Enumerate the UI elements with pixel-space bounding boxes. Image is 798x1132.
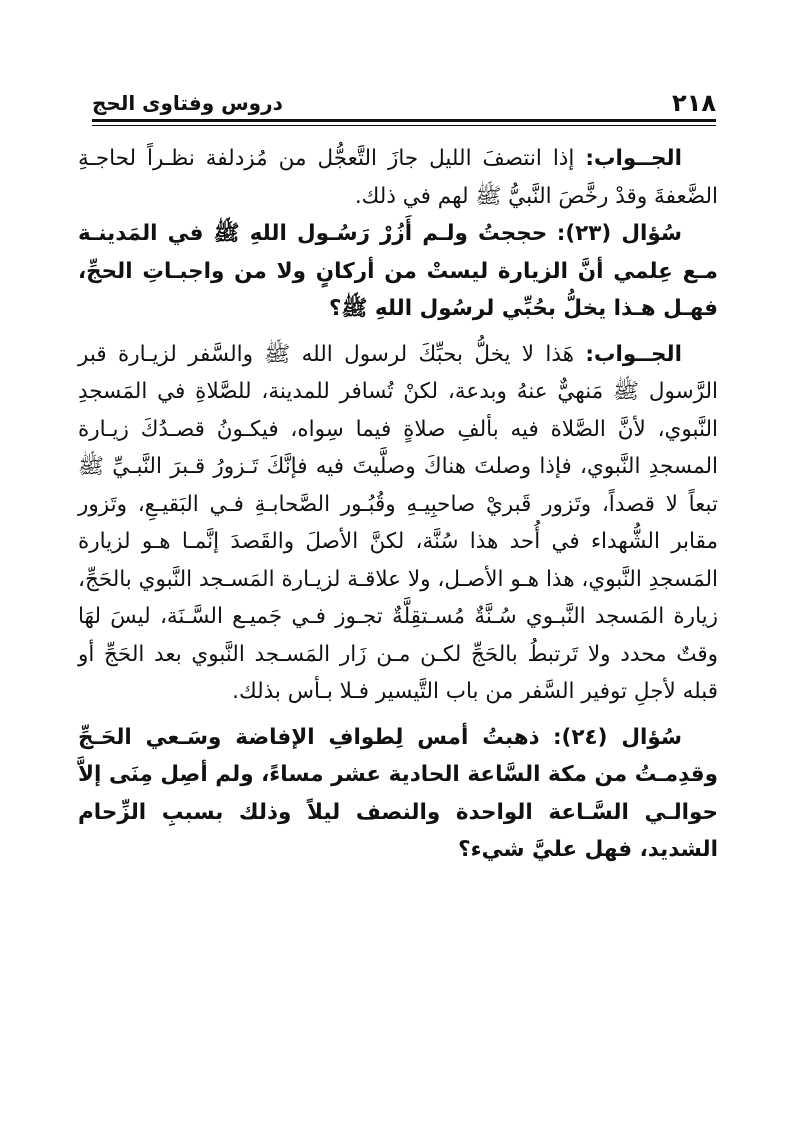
answer-label: الجــواب: <box>585 146 682 171</box>
answer-text: إذا انتصفَ الليل جازَ التَّعجُّل من مُزدلفة نظـراً لحاجـةِ الضَّعفةَ وقدْ رخَّصَ النَّبيُّ ﷺ لهم في ذلك. <box>78 146 718 209</box>
question-label: سُؤال (٢٣): <box>556 221 682 246</box>
running-title: دروس وفتاوى الحج <box>92 91 283 115</box>
header-rule-thin <box>92 125 716 126</box>
question-label: سُؤال (٢٤): <box>552 724 683 750</box>
page-header <box>92 88 716 118</box>
answer-label: الجــواب: <box>585 341 682 367</box>
page-body <box>78 140 718 869</box>
question-paragraph <box>78 215 718 328</box>
answer-paragraph <box>78 140 718 215</box>
page-number: ٢١٨ <box>672 89 716 117</box>
answer-paragraph <box>78 336 718 711</box>
question-text: ذهبتُ أمس لِطوافِ الإفاضة وسَـعي الحَـجِّ وقدِمـتُ من مكة السَّاعة الحادية عشر مساءً، ولم أصِل مِنَى إلاَّ حوالـي السَّـاعة الواحدة والنصف ليلاً وذلك بسببِ الزِّحام الشديد، فهل عليَّ شيء؟ <box>78 724 718 862</box>
question-paragraph <box>78 719 718 869</box>
question-text: حججتُ ولـم أَزُرْ رَسُـول اللهِ ﷺ في المَدينـة مـع عِلمي أنَّ الزيارة ليستْ من أركانٍ ولا من واجبـاتِ الحجِّ، فهـل هـذا يخلُّ بحُبِّي لرسُول اللهِ ﷺ؟ <box>78 221 718 321</box>
header-rule <box>92 119 716 122</box>
answer-text: هَذا لا يخلُّ بحبِّكَ لرسول الله ﷺ والسَّفر لزيـارة قبر الرَّسول ﷺ مَنهيٌّ عنهُ وبدعة، لكنْ تُسافر للمدينة، للصَّلاةِ في المَسجدِ النَّبوي، لأنَّ الصَّلاة فيه بألفِ صلاةٍ فيما سِواه، فيكـونُ قصـدُكَ زيـارة المسجدِ النَّبوي، فإذا وصلتَ هناكَ وصلَّيتَ فيه فإنَّكَ تَـزورُ قـبرَ النَّبـيِّ ﷺ تبعاً لا قصداً، وتَزور قَبريْ صاحبِيـهِ وقُبُـور الصَّحابـةِ فـي البَقيـعِ، وتَزور مقابر الشُّهداء في أُحد هذا سُنَّة، لكنَّ الأصلَ والقَصدَ إنَّمـا هـو لزيارة المَسجدِ النَّبوي، هذا هـو الأصـل، ولا علاقـة لزيـارة المَسـجد النَّبوي بالحَجِّ، زيارة المَسجد النَّبـوي سُـنَّةٌ مُسـتقِلَّةٌ تجـوز فـي جَميـع السَّـنَة، ليسَ لهَا وقتٌ محدد ولا تَرتبطُ بالحَجِّ لكـن مـن زَار المَسـجد النَّبوي بعد الحَجِّ أو قبله لأجلِ توفير السَّفر من باب التَّيسير فـلا بـأس بذلك. <box>78 341 718 704</box>
